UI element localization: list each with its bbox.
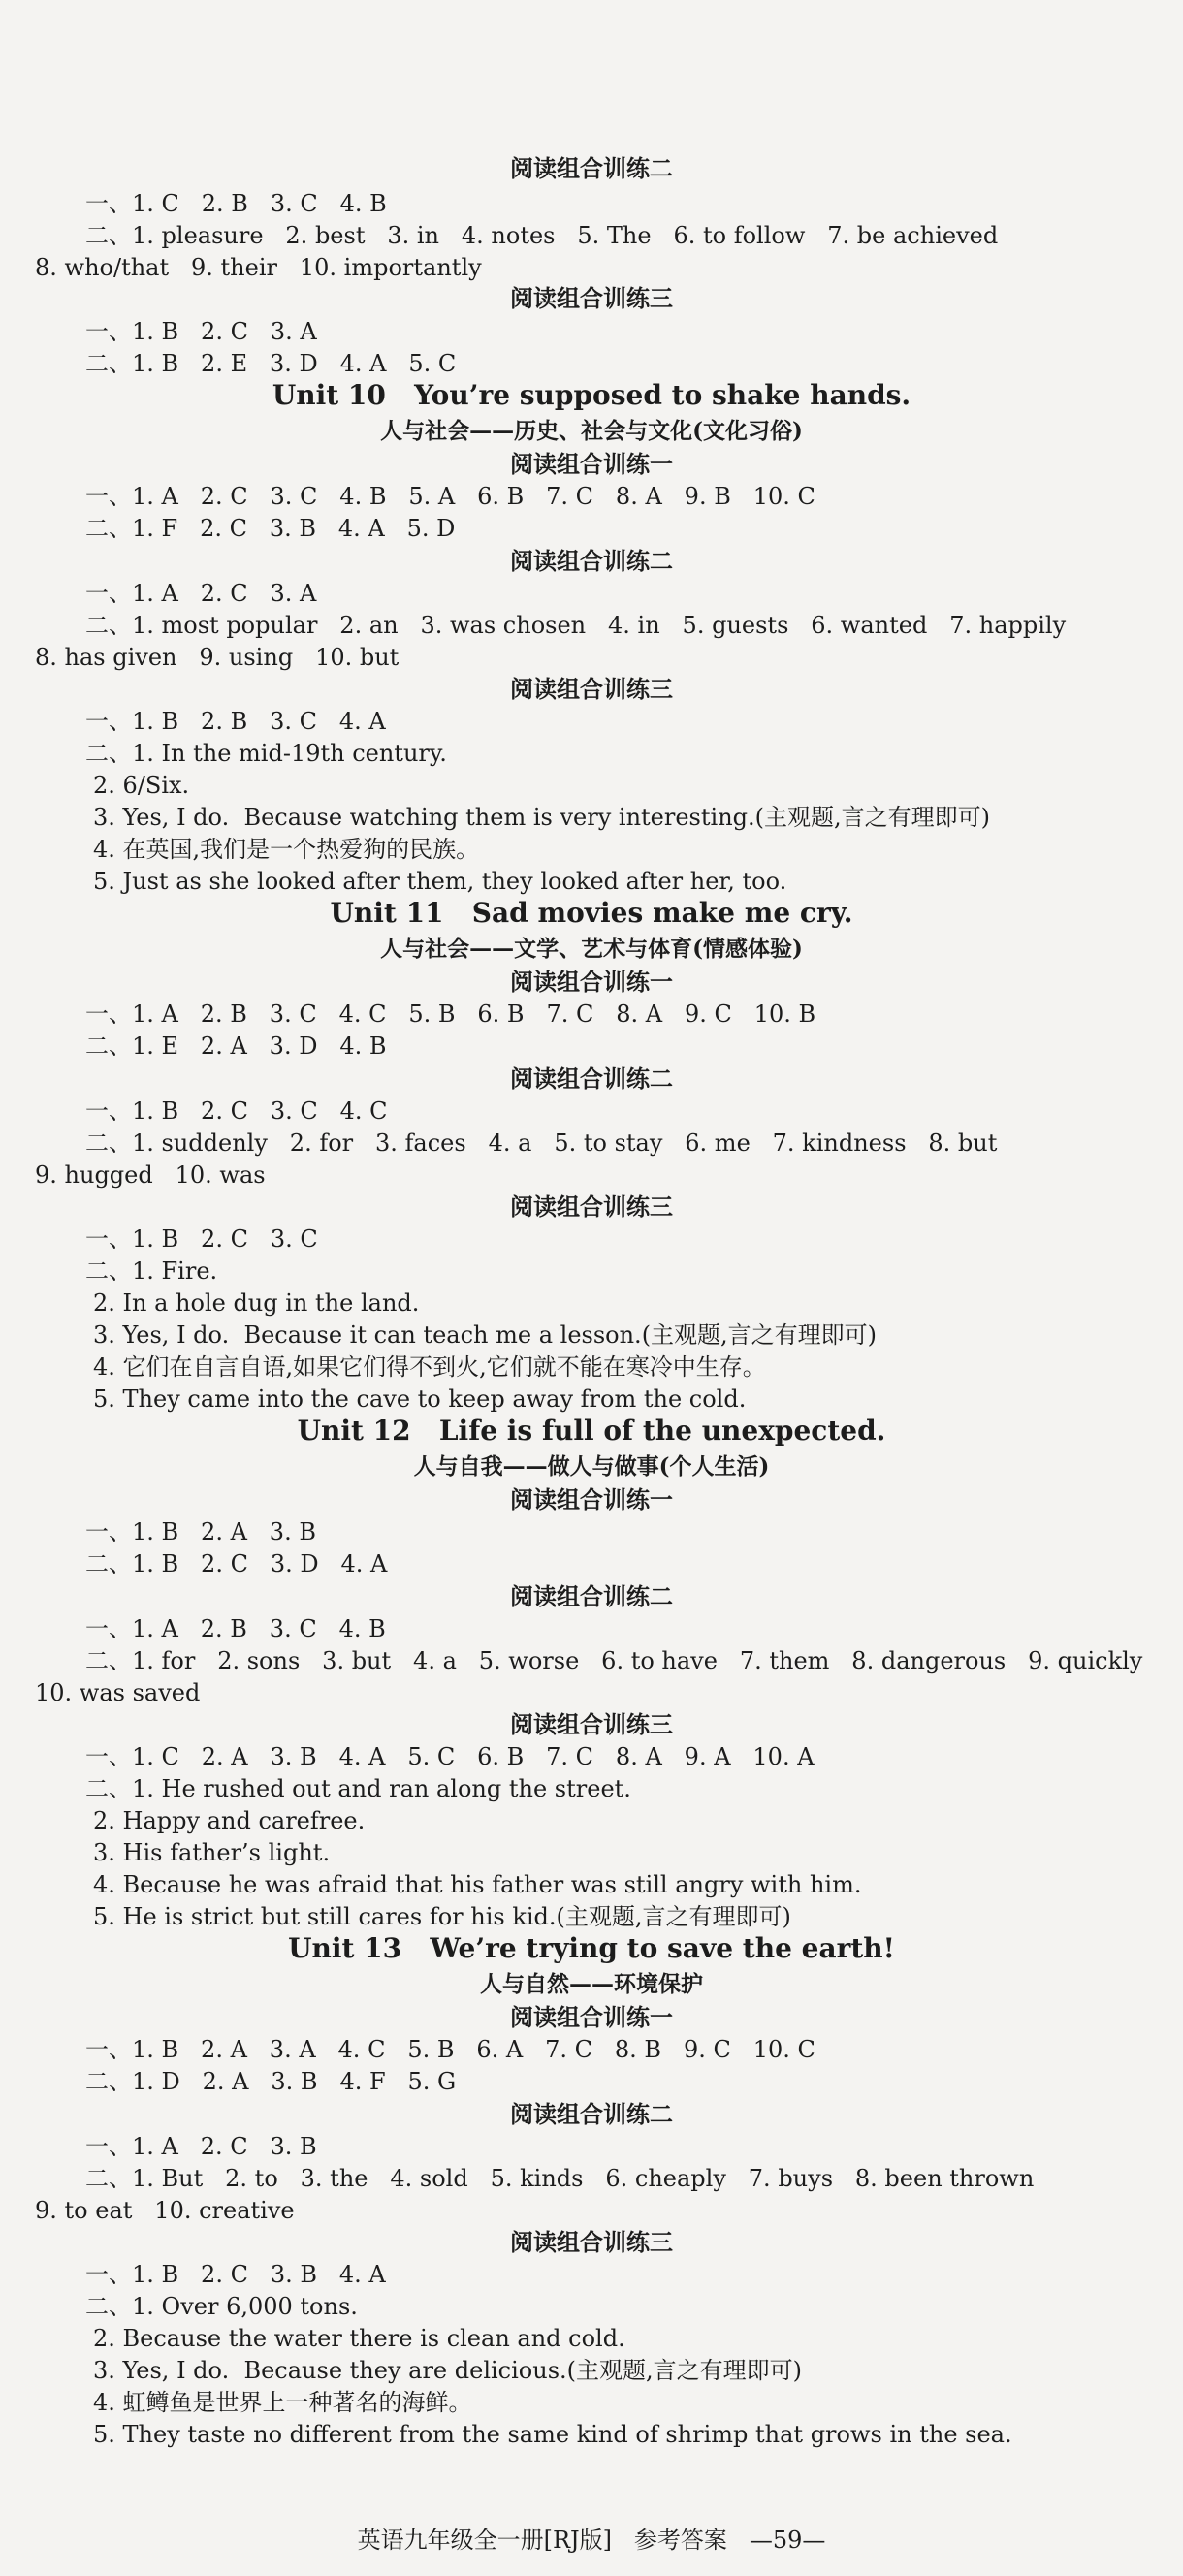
answer-line: 2. In a hole dug in the land. <box>93 1289 420 1317</box>
section-heading: 阅读组合训练二 <box>510 1065 673 1093</box>
page-footer: 英语九年级全一册[RJ版] 参考答案 —59— <box>357 2527 826 2554</box>
theme-heading: 人与社会——文学、艺术与体育(情感体验) <box>380 936 803 962</box>
answer-line: 一、1. A 2. C 3. A <box>85 580 317 607</box>
section-heading: 阅读组合训练一 <box>510 968 673 996</box>
answer-line: 二、1. But 2. to 3. the 4. sold 5. kinds 6. cheaply 7. buys 8. been thrown <box>85 2165 1035 2192</box>
section-heading: 阅读组合训练二 <box>510 547 673 575</box>
answer-line: 一、1. A 2. C 3. C 4. B 5. A 6. B 7. C 8. A 9. B 10. C <box>85 483 815 510</box>
answer-line: 二、1. Fire. <box>85 1257 218 1285</box>
unit-heading: Unit 12 Life is full of the unexpected. <box>297 1415 886 1447</box>
theme-heading: 人与自然——环境保护 <box>480 1971 703 1997</box>
answer-line: 一、1. B 2. A 3. A 4. C 5. B 6. A 7. C 8. B 9. C 10. C <box>85 2036 815 2063</box>
answer-line: 2. Because the water there is clean and cold. <box>93 2325 625 2352</box>
answer-line: 二、1. suddenly 2. for 3. faces 4. a 5. to stay 6. me 7. kindness 8. but <box>85 1129 998 1157</box>
answer-line: 二、1. D 2. A 3. B 4. F 5. G <box>85 2068 457 2095</box>
section-heading: 阅读组合训练一 <box>510 1485 673 1513</box>
answer-line: 二、1. E 2. A 3. D 4. B <box>85 1033 387 1060</box>
section-heading: 阅读组合训练三 <box>510 1193 673 1221</box>
answer-line: 一、1. C 2. B 3. C 4. B <box>85 190 387 217</box>
answer-line: 一、1. A 2. B 3. C 4. B <box>85 1615 386 1642</box>
answer-line: 10. was saved <box>35 1679 201 1706</box>
unit-heading: Unit 13 We’re trying to save the earth! <box>288 1932 895 1964</box>
answer-line: 5. They taste no different from the same kind of shrimp that grows in the sea. <box>93 2421 1012 2448</box>
section-heading: 阅读组合训练三 <box>510 1710 673 1738</box>
answer-line: 2. Happy and carefree. <box>93 1807 366 1834</box>
answer-line: 一、1. A 2. B 3. C 4. C 5. B 6. B 7. C 8. A 9. C 10. B <box>85 1001 816 1028</box>
answer-line: 4. 它们在自言自语,如果它们得不到火,它们就不能在寒冷中生存。 <box>93 1353 766 1381</box>
answer-line: 3. Yes, I do. Because they are delicious.(主观题,言之有理即可) <box>93 2357 802 2384</box>
section-heading: 阅读组合训练三 <box>510 675 673 703</box>
answer-line: 2. 6/Six. <box>93 772 190 799</box>
section-heading: 阅读组合训练三 <box>510 284 673 312</box>
answer-line: 一、1. B 2. B 3. C 4. A <box>85 708 386 735</box>
theme-heading: 人与自我——做人与做事(个人生活) <box>413 1453 770 1479</box>
unit-heading: Unit 11 Sad movies make me cry. <box>330 897 853 929</box>
answer-line: 3. His father’s light. <box>93 1839 331 1866</box>
answer-line: 5. They came into the cave to keep away from the cold. <box>93 1385 747 1413</box>
section-heading: 阅读组合训练二 <box>510 2100 673 2128</box>
answer-line: 5. Just as she looked after them, they looked after her, too. <box>93 868 787 895</box>
adjacent-page-edge <box>1171 0 1183 2576</box>
answer-line: 一、1. B 2. C 3. C <box>85 1225 318 1253</box>
answer-line: 二、1. He rushed out and ran along the street. <box>85 1775 631 1802</box>
section-heading: 阅读组合训练一 <box>510 2003 673 2031</box>
answer-line: 8. has given 9. using 10. but <box>35 644 400 671</box>
answer-line: 二、1. F 2. C 3. B 4. A 5. D <box>85 515 456 542</box>
answer-line: 9. to eat 10. creative <box>35 2197 295 2224</box>
answer-line: 一、1. B 2. C 3. C 4. C <box>85 1097 388 1125</box>
section-heading: 阅读组合训练三 <box>510 2228 673 2256</box>
answer-line: 二、1. B 2. C 3. D 4. A <box>85 1550 388 1577</box>
answer-line: 一、1. B 2. A 3. B <box>85 1518 316 1545</box>
section-heading: 阅读组合训练二 <box>510 154 673 182</box>
answer-line: 3. Yes, I do. Because it can teach me a lesson.(主观题,言之有理即可) <box>93 1321 878 1349</box>
answer-line: 二、1. In the mid-19th century. <box>85 740 447 767</box>
answer-line: 二、1. for 2. sons 3. but 4. a 5. worse 6. to have 7. them 8. dangerous 9. quickly <box>85 1647 1143 1674</box>
theme-heading: 人与社会——历史、社会与文化(文化习俗) <box>380 418 803 444</box>
answer-line: 一、1. B 2. C 3. B 4. A <box>85 2261 386 2288</box>
answer-line: 二、1. Over 6,000 tons. <box>85 2293 358 2320</box>
answer-line: 4. 虹鳟鱼是世界上一种著名的海鲜。 <box>93 2389 472 2416</box>
answer-line: 3. Yes, I do. Because watching them is very interesting.(主观题,言之有理即可) <box>93 804 990 831</box>
answer-line: 一、1. B 2. C 3. A <box>85 318 317 345</box>
section-heading: 阅读组合训练二 <box>510 1582 673 1610</box>
answer-line: 一、1. C 2. A 3. B 4. A 5. C 6. B 7. C 8. A 9. A 10. A <box>85 1743 815 1770</box>
unit-heading: Unit 10 You’re supposed to shake hands. <box>272 379 911 411</box>
answer-line: 二、1. B 2. E 3. D 4. A 5. C <box>85 350 457 377</box>
answer-line: 5. He is strict but still cares for his kid.(主观题,言之有理即可) <box>93 1903 791 1930</box>
answer-line: 二、1. most popular 2. an 3. was chosen 4. in 5. guests 6. wanted 7. happily <box>85 612 1067 639</box>
answer-line: 9. hugged 10. was <box>35 1161 266 1189</box>
answer-line: 8. who/that 9. their 10. importantly <box>35 254 482 281</box>
section-heading: 阅读组合训练一 <box>510 450 673 478</box>
answer-line: 4. Because he was afraid that his father was still angry with him. <box>93 1871 862 1898</box>
answer-line: 二、1. pleasure 2. best 3. in 4. notes 5. The 6. to follow 7. be achieved <box>85 222 999 249</box>
answer-line: 4. 在英国,我们是一个热爱狗的民族。 <box>93 836 480 863</box>
answer-line: 一、1. A 2. C 3. B <box>85 2133 317 2160</box>
